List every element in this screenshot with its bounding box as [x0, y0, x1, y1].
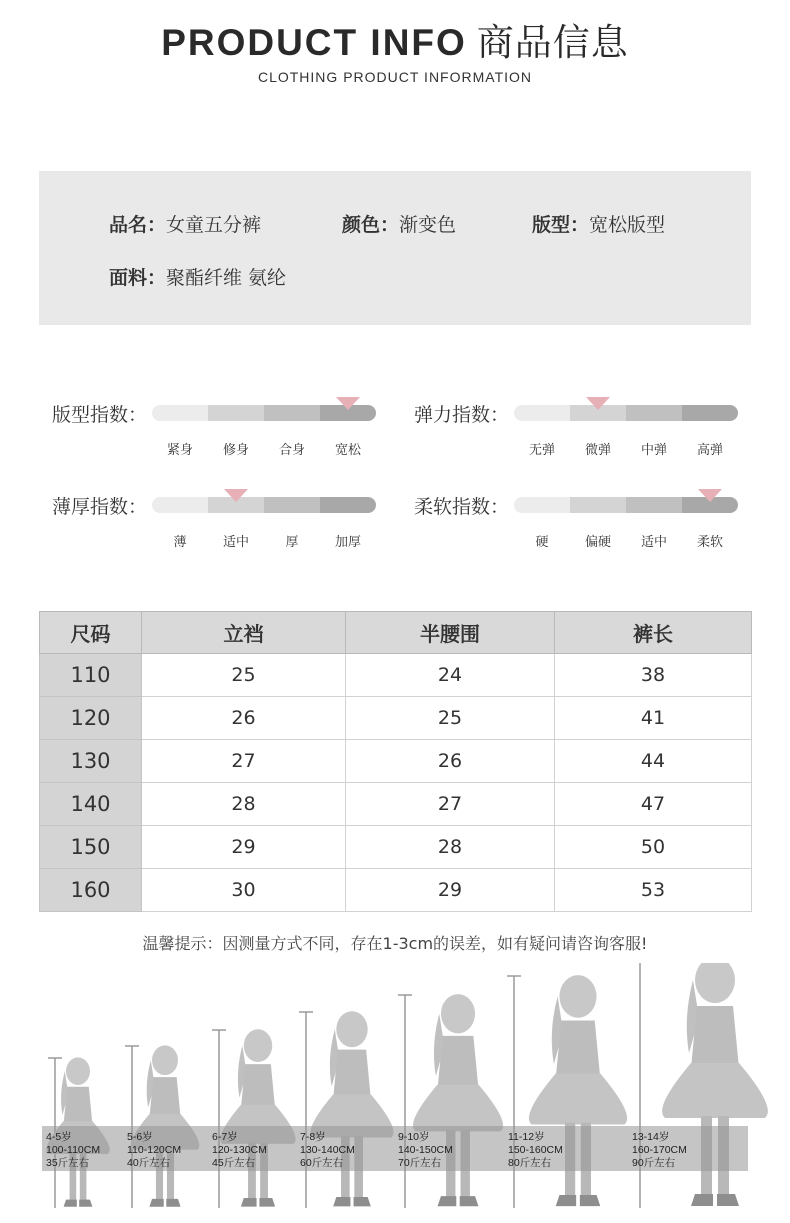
index-tick: 高弹 — [696, 443, 723, 458]
girl-silhouette — [413, 994, 503, 1206]
info-fabric-label: 面料： — [109, 267, 167, 289]
table-cell: 38 — [555, 654, 752, 697]
index-tick: 适中 — [222, 535, 249, 550]
girl-silhouette — [220, 1029, 295, 1206]
index-marker — [698, 489, 722, 502]
title-en: PRODUCT INFO — [161, 22, 467, 63]
info-name-value: 女童五分裤 — [166, 214, 262, 236]
table-header-rise: 立裆 — [142, 612, 346, 654]
index-fit-bar — [152, 405, 376, 458]
page-title — [0, 12, 790, 66]
growth-age: 13-14岁 — [632, 1131, 670, 1143]
growth-weight: 40斤左右 — [127, 1157, 171, 1169]
info-color — [342, 210, 456, 237]
index-tick: 修身 — [222, 443, 249, 458]
table-header-row — [40, 612, 752, 654]
growth-weight: 90斤左右 — [632, 1157, 676, 1169]
table-cell: 130 — [40, 740, 142, 783]
growth-height: 120-130CM — [212, 1144, 267, 1156]
growth-label — [398, 1131, 453, 1170]
index-fit-label: 版型指数： — [52, 404, 148, 426]
index-softness-label: 柔软指数： — [414, 496, 510, 518]
growth-height: 160-170CM — [632, 1144, 687, 1156]
girl-silhouette — [529, 975, 627, 1206]
bar-segment — [152, 497, 208, 513]
index-marker — [336, 397, 360, 410]
index-tick: 柔软 — [696, 535, 723, 550]
table-row — [40, 697, 752, 740]
growth-weight: 70斤左右 — [398, 1157, 442, 1169]
table-row — [40, 654, 752, 697]
bar-segment — [514, 405, 570, 421]
info-fit-value: 宽松版型 — [589, 214, 666, 236]
table-cell: 26 — [346, 740, 555, 783]
bar-segment — [682, 405, 738, 421]
index-elasticity-bar — [514, 405, 738, 458]
table-cell: 53 — [555, 869, 752, 912]
growth-height: 140-150CM — [398, 1144, 453, 1156]
table-cell: 27 — [142, 740, 346, 783]
info-fit — [532, 210, 665, 237]
height-ruler — [633, 963, 647, 1208]
index-marker — [586, 397, 610, 410]
table-cell: 28 — [142, 783, 346, 826]
info-color-value: 渐变色 — [399, 214, 457, 236]
height-ruler — [507, 976, 521, 1208]
growth-label — [300, 1131, 355, 1170]
table-cell: 50 — [555, 826, 752, 869]
table-cell: 160 — [40, 869, 142, 912]
index-softness — [414, 492, 744, 552]
height-ruler — [299, 1012, 313, 1208]
growth-age: 4-5岁 — [46, 1131, 72, 1143]
table-header-length: 裤长 — [555, 612, 752, 654]
index-thickness-bar — [152, 497, 376, 550]
index-tick: 偏硬 — [584, 535, 611, 550]
index-tick: 宽松 — [334, 443, 361, 458]
girl-silhouette — [311, 1011, 394, 1206]
info-fit-label: 版型： — [532, 214, 590, 236]
table-cell: 29 — [346, 869, 555, 912]
product-info-box — [39, 171, 751, 325]
table-header-waist: 半腰围 — [346, 612, 555, 654]
bar-segment — [320, 497, 376, 513]
bar-segment — [208, 405, 264, 421]
info-name — [109, 210, 261, 237]
bar-segment — [626, 497, 682, 513]
bar-segment — [570, 497, 626, 513]
index-tick: 适中 — [640, 535, 667, 550]
growth-weight: 35斤左右 — [46, 1157, 90, 1169]
growth-label — [127, 1131, 181, 1170]
table-cell: 44 — [555, 740, 752, 783]
growth-age: 9-10岁 — [398, 1131, 430, 1143]
growth-weight: 60斤左右 — [300, 1157, 344, 1169]
growth-weight: 80斤左右 — [508, 1157, 552, 1169]
index-tick: 厚 — [285, 535, 299, 550]
growth-label — [632, 1131, 687, 1170]
index-thickness — [52, 492, 382, 552]
growth-weight: 45斤左右 — [212, 1157, 256, 1169]
table-cell: 41 — [555, 697, 752, 740]
measurement-tip: 温馨提示：因测量方式不同，存在1-3cm的误差，如有疑问请咨询客服! — [142, 934, 648, 953]
growth-height: 150-160CM — [508, 1144, 563, 1156]
info-color-label: 颜色： — [342, 214, 400, 236]
table-cell: 25 — [346, 697, 555, 740]
growth-age: 7-8岁 — [300, 1131, 326, 1143]
growth-age: 5-6岁 — [127, 1131, 153, 1143]
bar-segment — [626, 405, 682, 421]
table-header-size: 尺码 — [40, 612, 142, 654]
index-fit — [52, 400, 382, 460]
index-tick: 无弹 — [528, 443, 555, 458]
bar-segment — [152, 405, 208, 421]
table-row — [40, 740, 752, 783]
bar-segment — [264, 405, 320, 421]
growth-label — [46, 1131, 100, 1170]
info-fabric-value: 聚酯纤维 氨纶 — [166, 267, 287, 289]
table-cell: 28 — [346, 826, 555, 869]
growth-height: 130-140CM — [300, 1144, 355, 1156]
growth-age: 11-12岁 — [508, 1131, 545, 1143]
growth-silhouettes — [0, 963, 790, 1223]
table-cell: 140 — [40, 783, 142, 826]
index-tick: 合身 — [278, 443, 305, 458]
table-cell: 24 — [346, 654, 555, 697]
table-row — [40, 869, 752, 912]
table-cell: 25 — [142, 654, 346, 697]
index-thickness-label: 薄厚指数： — [52, 496, 148, 518]
table-cell: 47 — [555, 783, 752, 826]
table-row — [40, 783, 752, 826]
table-row — [40, 826, 752, 869]
info-name-label: 品名： — [109, 214, 167, 236]
height-ruler — [212, 1030, 226, 1208]
table-cell: 30 — [142, 869, 346, 912]
index-tick: 微弹 — [584, 443, 611, 458]
growth-height: 110-120CM — [127, 1144, 182, 1156]
growth-label — [508, 1131, 563, 1170]
index-tick: 加厚 — [334, 535, 361, 550]
growth-label — [212, 1131, 267, 1170]
table-cell: 120 — [40, 697, 142, 740]
table-cell: 27 — [346, 783, 555, 826]
growth-age: 6-7岁 — [212, 1131, 238, 1143]
table-cell: 26 — [142, 697, 346, 740]
height-ruler — [398, 995, 412, 1208]
info-fabric — [109, 263, 286, 290]
index-tick: 硬 — [535, 535, 549, 550]
index-softness-bar — [514, 497, 738, 550]
bar-segment — [264, 497, 320, 513]
page-subtitle: CLOTHING PRODUCT INFORMATION — [257, 69, 533, 85]
index-tick: 中弹 — [640, 443, 667, 458]
index-tick: 紧身 — [166, 443, 193, 458]
table-cell: 29 — [142, 826, 346, 869]
growth-height: 100-110CM — [46, 1144, 101, 1156]
index-tick: 薄 — [173, 535, 187, 550]
bar-segment — [514, 497, 570, 513]
table-cell: 110 — [40, 654, 142, 697]
index-marker — [224, 489, 248, 502]
title-cn: 商品信息 — [476, 21, 629, 64]
size-table — [39, 611, 752, 912]
index-elasticity — [414, 400, 744, 460]
table-cell: 150 — [40, 826, 142, 869]
index-elasticity-label: 弹力指数： — [414, 404, 510, 426]
